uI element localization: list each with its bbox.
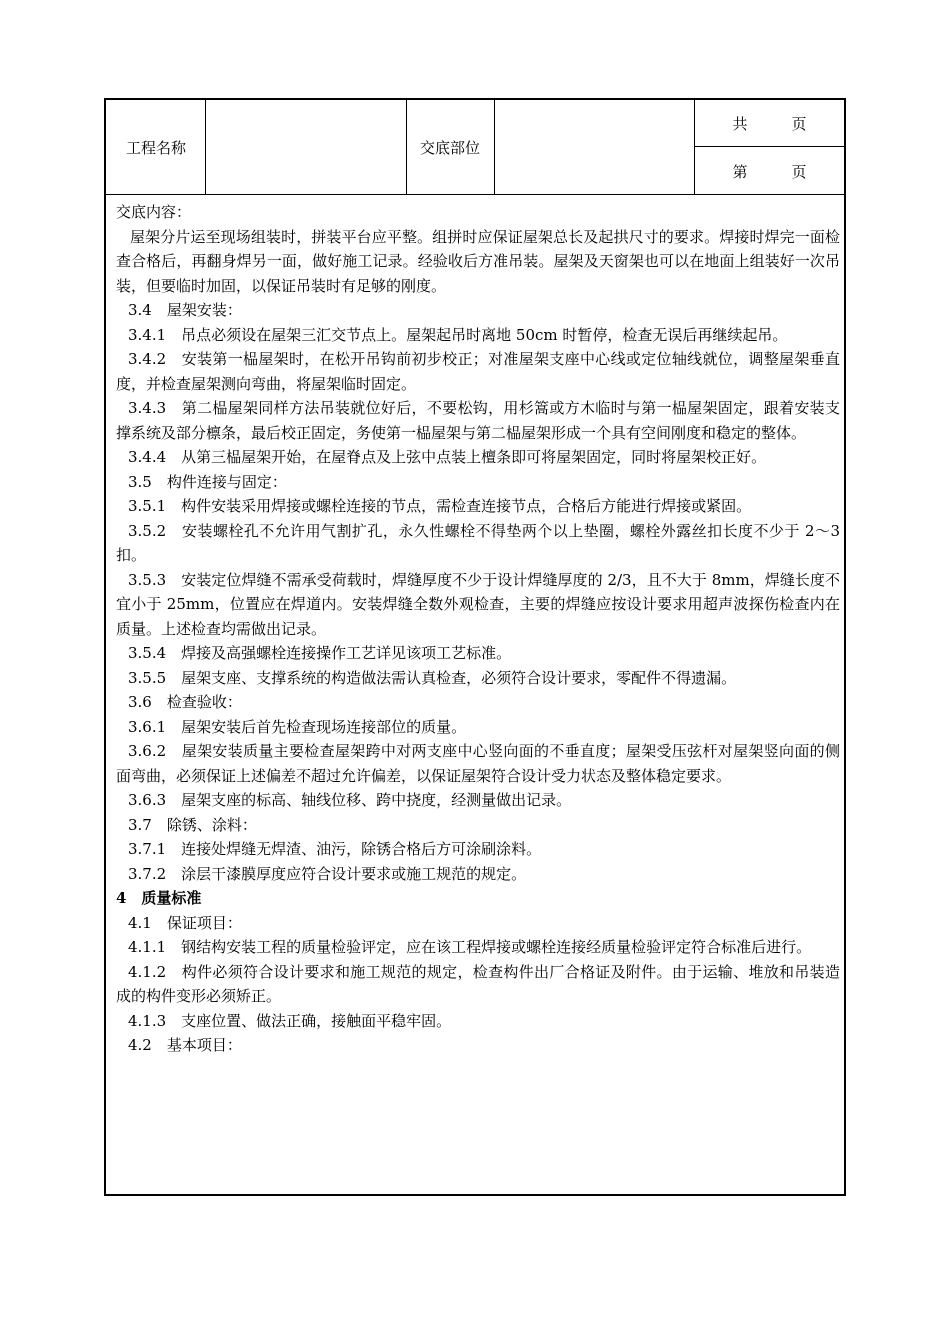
paragraph: 3.5.2 安装螺栓孔不允许用气割扩孔，永久性螺栓不得垫两个以上垫圈，螺栓外露丝扣长度不少于 2～3 扣。 — [116, 521, 840, 564]
paragraph: 4.1.1 钢结构安装工程的质量检验评定，应在该工程焊接或螺栓连接经质量检验评定符合标准后进行。 — [128, 938, 812, 956]
paragraph: 4.1 保证项目： — [128, 913, 242, 932]
paragraph: 3.5 构件连接与固定： — [128, 472, 287, 491]
paragraph: 3.6 检查验收： — [128, 693, 242, 711]
current-page — [695, 148, 844, 194]
section-value[interactable] — [494, 100, 694, 194]
paragraph: 3.6.3 屋架支座的标高、轴线位移、跨中挠度，经测量做出记录。 — [128, 791, 572, 809]
paragraph: 4.2 基本项目： — [128, 1036, 242, 1054]
paragraph: 3.4.1 吊点必须设在屋架三汇交节点上。屋架起吊时离地 50cm 时暂停，检查无误后再继续起吊。 — [128, 325, 788, 344]
page-label: 第 — [732, 162, 748, 181]
total-pages — [695, 100, 844, 146]
total-label: 共 — [732, 114, 748, 133]
disclosure-form — [104, 98, 846, 1196]
paragraph: 4.1.3 支座位置、做法正确，接触面平稳牢固。 — [128, 1011, 452, 1030]
paragraph: 3.5.1 构件安装采用焊接或螺栓连接的节点，需检查连接节点，合格后方能进行焊接或紧固。 — [128, 497, 752, 515]
total-unit: 页 — [791, 114, 807, 133]
paragraph: 3.5.3 安装定位焊缝不需承受荷载时，焊缝厚度不少于设计焊缝厚度的 2/3，且不大于 8mm，焊缝长度不宜小于 25mm，位置应在焊道内。安装焊缝全数外观检查，主要的焊缝应按设计要求用超声波探伤检查内在质量。上述检查均需做出记录。 — [116, 570, 840, 638]
paragraph: 3.4.4 从第三榀屋架开始，在屋脊点及上弦中点装上檀条即可将屋架固定，同时将屋架校正好。 — [128, 448, 767, 466]
paragraph: 3.7.2 涂层干漆膜厚度应符合设计要求或施工规范的规定。 — [128, 864, 527, 883]
paragraph: 3.4.2 安装第一榀屋架时，在松开吊钩前初步校正；对准屋架支座中心线或定位轴线就位，调整屋架垂直度，并检查屋架测向弯曲，将屋架临时固定。 — [116, 350, 840, 393]
intro-label: 交底内容： — [116, 203, 192, 221]
paragraph: 3.5.5 屋架支座、支撑系统的构造做法需认真检查，必须符合设计要求，零配件不得遗漏。 — [128, 668, 737, 687]
paragraph: 3.6.2 屋架安装质量主要检查屋架跨中对两支座中心竖向面的不垂直度；屋架受压弦杆对屋架竖向面的侧面弯曲，必须保证上述偏差不超过允许偏差，以保证屋架符合设计受力状态及整体稳定要求。 — [116, 742, 840, 785]
paragraph: 3.7 除锈、涂料： — [128, 815, 257, 834]
paragraph: 4.1.2 构件必须符合设计要求和施工规范的规定，检查构件出厂合格证及附件。由于运输、堆放和吊装造成的构件变形必须矫正。 — [116, 962, 840, 1005]
paragraph: 3.4 屋架安装： — [128, 301, 242, 319]
project-name-label: 工程名称 — [125, 138, 186, 157]
section-label: 交底部位 — [419, 138, 480, 157]
paragraph: 屋架分片运至现场组装时，拼装平台应平整。组拼时应保证屋架总长及起拱尺寸的要求。焊接时焊完一面检查合格后，再翻身焊另一面，做好施工记录。经验收后方准吊装。屋架及天窗架也可以在地面上组装好一次吊装，但要临时加固，以保证吊装时有足够的刚度。 — [116, 227, 840, 295]
page-unit: 页 — [791, 162, 807, 181]
section-heading: 4 质量标准 — [116, 889, 202, 907]
disclosure-content — [116, 200, 840, 1058]
paragraph: 3.4.3 第二榀屋架同样方法吊装就位好后，不要松钩，用杉篙或方木临时与第一榀屋架固定，跟着安装支撑系统及部分檩条，最后校正固定，务使第一榀屋架与第二榀屋架形成一个具有空间刚度和稳定的整体。 — [116, 399, 840, 442]
paragraph: 3.7.1 连接处焊缝无焊渣、油污，除锈合格后方可涂刷涂料。 — [128, 840, 542, 858]
paragraph: 3.6.1 屋架安装后首先检查现场连接部位的质量。 — [128, 717, 467, 736]
paragraph: 3.5.4 焊接及高强螺栓连接操作工艺详见该项工艺标准。 — [128, 644, 512, 662]
project-name-value[interactable] — [206, 100, 406, 194]
form-header — [106, 100, 844, 195]
